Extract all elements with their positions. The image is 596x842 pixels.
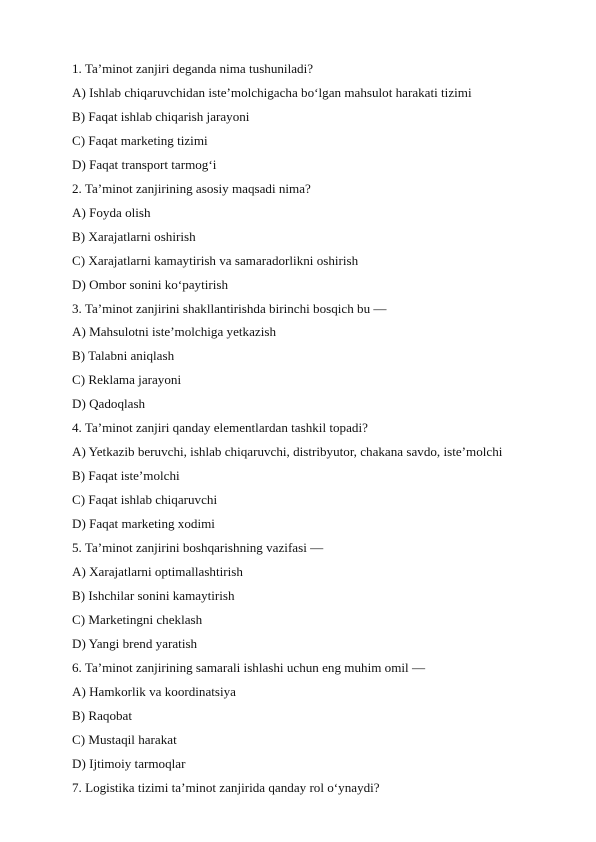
question-3: 3. Ta’minot zanjirini shakllantirishda birinchi bosqich bu — xyxy=(72,300,387,316)
option-6c: C) Mustaqil harakat xyxy=(72,731,177,747)
option-6d: D) Ijtimoiy tarmoqlar xyxy=(72,755,186,771)
option-3c: C) Reklama jarayoni xyxy=(72,372,182,388)
option-4b: B) Faqat iste’molchi xyxy=(72,468,180,484)
question-5: 5. Ta’minot zanjirini boshqarishning vazifasi — xyxy=(72,540,324,556)
option-5a: A) Xarajatlarni optimallashtirish xyxy=(72,564,243,580)
option-5c: C) Marketingni cheklash xyxy=(72,611,203,627)
option-2a: A) Foyda olish xyxy=(72,204,151,220)
question-7: 7. Logistika tizimi ta’minot zanjirida qanday rol o‘ynaydi? xyxy=(72,779,380,795)
option-2c: C) Xarajatlarni kamaytirish va samaradorlikni oshirish xyxy=(72,252,359,268)
option-3d: D) Qadoqlash xyxy=(72,396,146,412)
option-3a: A) Mahsulotni iste’molchiga yetkazish xyxy=(72,324,277,340)
option-1b: B) Faqat ishlab chiqarish jarayoni xyxy=(72,108,250,124)
option-6a: A) Hamkorlik va koordinatsiya xyxy=(72,683,236,699)
option-5d: D) Yangi brend yaratish xyxy=(72,635,198,651)
question-6: 6. Ta’minot zanjirining samarali ishlashi uchun eng muhim omil — xyxy=(72,659,426,675)
option-1c: C) Faqat marketing tizimi xyxy=(72,132,208,148)
option-5b: B) Ishchilar sonini kamaytirish xyxy=(72,587,235,603)
question-list xyxy=(72,60,552,803)
option-2d: D) Ombor sonini ko‘paytirish xyxy=(72,276,229,292)
question-1: 1. Ta’minot zanjiri deganda nima tushuniladi? xyxy=(72,61,314,76)
option-4c: C) Faqat ishlab chiqaruvchi xyxy=(72,492,218,508)
option-1a: A) Ishlab chiqaruvchidan iste’molchigacha bo‘lgan mahsulot harakati tizimi xyxy=(72,84,472,100)
option-1d: D) Faqat transport tarmog‘i xyxy=(72,156,217,172)
option-2b: B) Xarajatlarni oshirish xyxy=(72,228,196,244)
question-4: 4. Ta’minot zanjiri qanday elementlardan tashkil topadi? xyxy=(72,420,368,436)
option-6b: B) Raqobat xyxy=(72,707,133,723)
option-4d: D) Faqat marketing xodimi xyxy=(72,516,215,532)
question-2: 2. Ta’minot zanjirining asosiy maqsadi nima? xyxy=(72,180,311,196)
option-3b: B) Talabni aniqlash xyxy=(72,348,175,364)
option-4a: A) Yetkazib beruvchi, ishlab chiqaruvchi, distribyutor, chakana savdo, iste’molchi xyxy=(72,444,503,460)
